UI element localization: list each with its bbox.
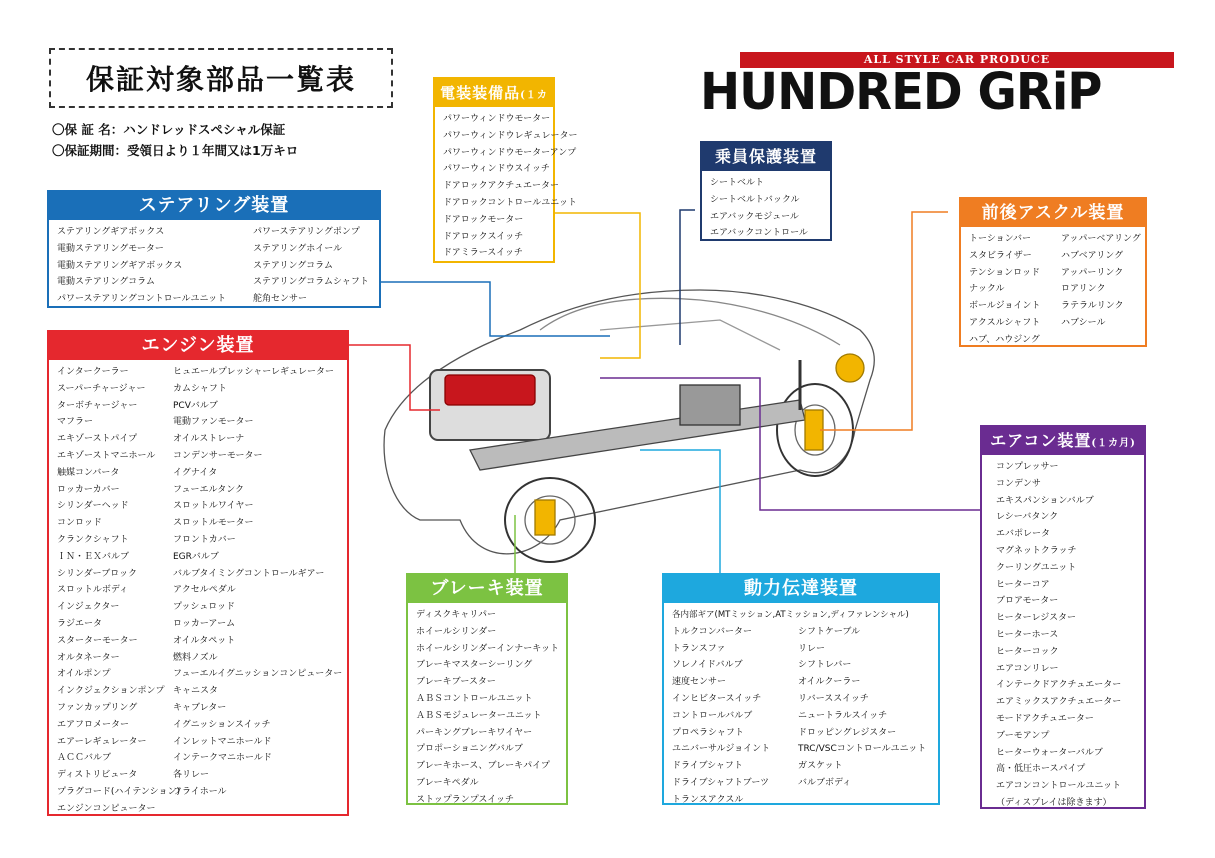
brake-list — [416, 607, 559, 809]
aircon-title-text: エアコン装置 — [990, 431, 1092, 450]
list-item: ステアリングギアボックス — [57, 227, 165, 237]
occupant-connector — [680, 210, 695, 345]
steering-col2 — [253, 224, 369, 308]
list-item: ストップランプスイッチ — [416, 794, 515, 805]
list-item: コンデンサーモーター — [173, 450, 263, 461]
list-item: エンジンコンピューター — [57, 803, 156, 814]
list-item: ディストリビュータ — [57, 770, 138, 781]
list-item: エアーレギュレーター — [57, 736, 147, 747]
list-item: パワーウィンドウモーター — [443, 114, 551, 124]
list-item: ブレーキペダル — [416, 777, 479, 788]
warranty-name: 〇保 証 名：ハンドレッドスペシャル保証 — [52, 122, 286, 137]
list-item: キャニスタ — [173, 686, 219, 697]
list-item: リバーススイッチ — [798, 693, 869, 704]
list-item: ＡＢＳコントロールユニット — [416, 693, 533, 704]
list-item: 高・低圧ホースパイプ — [996, 764, 1086, 775]
list-item: 触媒コンバータ — [57, 467, 120, 478]
brake-panel — [406, 573, 568, 805]
list-item: TRC/VSCコントロールユニット — [798, 744, 927, 755]
list-item: インレットマニホールド — [173, 736, 272, 747]
list-item: ブレーキマスターシーリング — [416, 660, 533, 671]
list-item: ユニバーサルジョイント — [672, 744, 771, 755]
list-item: ディスクキャリパー — [416, 610, 497, 620]
list-item: ドアロックアクチュエーター — [443, 181, 560, 192]
list-item: ＩＮ・ＥＸバルブ — [57, 551, 130, 562]
list-item: トーションバー — [969, 234, 1032, 244]
brake-title: ブレーキ装置 — [408, 575, 566, 603]
list-item: インテークドアクチュエーター — [996, 680, 1122, 691]
list-item: バルブボディ — [798, 777, 852, 788]
list-item: コンプレッサー — [996, 462, 1059, 472]
list-item: ホイールシリンダーインナーキット — [416, 643, 560, 654]
list-item: ドアロックコントロールユニット — [443, 197, 577, 208]
list-item: ヒーターレジスター — [996, 613, 1076, 624]
list-item: 燃料ノズル — [173, 652, 218, 663]
list-item: 電動ステアリングギアボックス — [57, 260, 183, 271]
axle-title: 前後アスクル装置 — [961, 199, 1145, 227]
engine-col1 — [57, 364, 180, 818]
engine-col2 — [173, 364, 342, 818]
list-item: エバポレータ — [996, 529, 1051, 540]
list-item: オイルストレーナ — [173, 434, 245, 445]
list-item: ニュートラルスイッチ — [798, 710, 888, 721]
list-item: プロポーショニングバルブ — [416, 744, 523, 755]
list-item: ナックル — [969, 284, 1005, 295]
list-item: フロントカバー — [173, 534, 236, 545]
electrical-title-suffix: (１カ月) — [485, 90, 548, 132]
engine-panel — [47, 330, 349, 816]
list-item: 各リレー — [173, 770, 210, 781]
electrical-title-text: 電装装備品 — [440, 84, 521, 102]
list-item: インジェクター — [57, 602, 120, 613]
list-item: アッパーベアリング — [1061, 234, 1141, 244]
list-item: コンロッド — [57, 518, 102, 529]
steering-title: ステアリング装置 — [49, 192, 379, 220]
list-item: インヒビタースイッチ — [672, 693, 762, 704]
list-item: ブレーキホース、ブレーキパイプ — [416, 761, 550, 772]
occupant-panel — [700, 141, 832, 241]
axle-panel — [959, 197, 1147, 347]
page-title-box — [49, 48, 393, 108]
list-item: エキスパンションバルブ — [996, 495, 1094, 506]
list-item: ホイールシリンダー — [416, 626, 497, 637]
electrical-panel — [433, 77, 578, 263]
list-item: キャブレター — [173, 702, 227, 713]
aircon-connector — [600, 378, 980, 510]
list-item: ロッカーカバー — [57, 484, 120, 495]
list-item: シフトレバー — [798, 660, 852, 671]
list-item: プッシュロッド — [173, 602, 236, 613]
list-item: インテークマニホールド — [173, 753, 272, 764]
list-item: ドライブシャフト — [672, 761, 743, 772]
aircon-panel — [980, 425, 1146, 809]
list-item: ラテラルリンク — [1061, 301, 1124, 312]
logo-banner: ALL STYLE CAR PRODUCE — [740, 52, 1174, 68]
list-item: ＡＣＣバルブ — [57, 753, 112, 764]
list-item: パワーウィンドウモーターアンプ — [443, 147, 577, 158]
list-item: バルブタイミングコントロールギアー — [173, 568, 325, 579]
list-item: ヒーターコック — [996, 646, 1059, 657]
list-item: エキゾーストパイプ — [57, 434, 138, 445]
list-item: エアバックコントロール — [710, 228, 808, 239]
list-item: アッパーリンク — [1061, 267, 1124, 278]
list-item: ステアリングコラムシャフト — [253, 277, 369, 288]
aircon-title-suffix: (１カ月) — [1091, 438, 1136, 449]
list-item: モードアクチュエーター — [996, 713, 1094, 724]
list-item: ハブベアリング — [1061, 250, 1124, 261]
list-item: アクセルペダル — [173, 585, 236, 596]
list-item: EGRバルブ — [173, 551, 219, 562]
list-item: パワーウィンドウスイッチ — [443, 164, 550, 175]
list-item: 舵角センサー — [253, 294, 308, 305]
list-item: インクジェクションポンプ — [57, 686, 165, 697]
list-item: エアコンリレー — [996, 663, 1059, 674]
list-item: エキゾーストマニホール — [57, 450, 156, 461]
list-item: パワーウィンドウレギュレーター — [443, 130, 578, 141]
list-item: ＡＢＳモジュレーターユニット — [416, 710, 542, 721]
list-item: レシーバタンク — [996, 512, 1059, 523]
list-item: シリンダーブロック — [57, 568, 138, 579]
list-item: ロアリンク — [1061, 284, 1106, 295]
list-item: ステアリングホイール — [253, 243, 343, 254]
list-item: フューエルイグニッションコンピューター — [173, 669, 343, 680]
list-item: （ディスプレイは除きます） — [996, 797, 1112, 808]
list-item: 電動ステアリングモーター — [57, 243, 164, 254]
car-illustration — [384, 290, 874, 562]
drivetrain-title: 動力伝達装置 — [664, 575, 938, 603]
list-item: イグナイタ — [173, 467, 218, 478]
engine-connector — [349, 345, 440, 410]
list-item: ラジエータ — [57, 618, 103, 629]
list-item: フューエルタンク — [173, 484, 245, 495]
list-item: ハブシール — [1061, 317, 1106, 328]
list-item: スーパーチャージャー — [57, 383, 146, 394]
list-item: ハブ、ハウジング — [969, 334, 1040, 345]
page-title: 保証対象部品一覧表 — [85, 63, 356, 96]
list-item: コントロールバルブ — [672, 710, 753, 721]
list-item: スロットルワイヤー — [173, 501, 254, 512]
axle-col2 — [1061, 231, 1141, 349]
list-item: ヒーターホース — [996, 629, 1059, 640]
list-item: パーキングブレーキワイヤー — [416, 727, 533, 738]
list-item: エアバックモジュール — [710, 211, 799, 222]
list-item: エアコンコントロールユニット — [996, 781, 1122, 792]
axle-col1 — [969, 231, 1061, 349]
list-item: ターボチャージャー — [57, 400, 138, 411]
list-item: プロペラシャフト — [672, 727, 744, 738]
engine-title: エンジン装置 — [49, 332, 347, 360]
list-item: ガスケット — [798, 761, 843, 772]
list-item: ステアリングコラム — [253, 260, 334, 271]
drivetrain-connector — [640, 450, 720, 573]
list-item: 速度センサー — [672, 677, 727, 688]
list-item: クーリングユニット — [996, 562, 1077, 573]
list-item: ブロアモーター — [996, 596, 1059, 607]
list-item: シフトケーブル — [798, 626, 861, 637]
drivetrain-col2 — [798, 624, 926, 809]
list-item: リレー — [798, 643, 826, 654]
list-item: ドアミラースイッチ — [443, 248, 523, 259]
list-item: コンデンサ — [996, 478, 1041, 489]
aircon-list — [996, 459, 1121, 812]
list-item: マグネットクラッチ — [996, 545, 1077, 556]
list-item: シートベルト — [710, 178, 765, 188]
list-item: トランスアクスル — [672, 794, 744, 805]
steering-panel — [47, 190, 381, 308]
list-item: ボールジョイント — [969, 301, 1041, 312]
logo-name: HUNDRED GRiP — [700, 62, 1102, 122]
brand-logo — [700, 52, 1178, 122]
list-item: ドライブシャフトブーツ — [672, 777, 770, 788]
axle-connector — [820, 212, 948, 430]
list-item: パワーステアリングコントロールユニット — [57, 294, 227, 305]
list-item: オルタネーター — [57, 652, 120, 663]
list-item: プラグコード(ハイテンション) — [57, 786, 180, 797]
list-item: フライホール — [173, 786, 227, 797]
list-item: トルクコンバーター — [672, 626, 753, 637]
list-item: ドアロックモーター — [443, 214, 524, 225]
list-item: マフラー — [57, 417, 94, 428]
drivetrain-first-item: 各内部ギア(MTミッション,ATミッション,ディファレンシャル) — [672, 610, 909, 620]
drivetrain-panel — [662, 573, 940, 805]
list-item: ソレノイドバルブ — [672, 660, 743, 671]
occupant-title: 乗員保護装置 — [702, 143, 830, 171]
list-item: 電動ファンモーター — [173, 417, 254, 428]
list-item: オイルポンプ — [57, 669, 111, 680]
list-item: ブレーキブースター — [416, 677, 496, 688]
list-item: パワーステアリングポンプ — [253, 227, 360, 237]
list-item: エアミックスアクチュエーター — [996, 697, 1122, 708]
list-item: イグニッションスイッチ — [173, 719, 271, 730]
list-item: スロットルボディ — [57, 585, 129, 596]
list-item: ブーモアンプ — [996, 730, 1050, 741]
list-item: スロットルモーター — [173, 518, 254, 529]
list-item: オイルタペット — [173, 635, 236, 646]
list-item: エアフロメーター — [57, 719, 130, 730]
list-item: ヒュエールプレッシャーレギュレーター — [173, 367, 335, 377]
list-item: ロッカーアーム — [173, 618, 236, 629]
list-item: シリンダーヘッド — [57, 501, 129, 512]
list-item: PCVバルブ — [173, 400, 218, 411]
drivetrain-col1 — [672, 624, 798, 809]
list-item: ドアロックスイッチ — [443, 231, 524, 242]
list-item: スターターモーター — [57, 635, 138, 646]
list-item: クランクシャフト — [57, 534, 129, 545]
list-item: テンションロッド — [969, 267, 1040, 278]
list-item: アクスルシャフト — [969, 317, 1041, 328]
electrical-list — [443, 111, 577, 262]
aircon-title — [982, 427, 1144, 455]
occupant-list — [710, 175, 808, 242]
list-item: オイルクーラー — [798, 677, 861, 688]
list-item: ヒーターウォーターバルブ — [996, 747, 1103, 758]
list-item: ファンカップリング — [57, 702, 138, 713]
list-item: ヒーターコア — [996, 579, 1050, 590]
list-item: ドロッピングレジスター — [798, 727, 897, 738]
list-item: インタークーラー — [57, 367, 129, 377]
list-item: シートベルトバックル — [710, 194, 800, 205]
list-item: カムシャフト — [173, 383, 227, 394]
list-item: 電動ステアリングコラム — [57, 277, 156, 288]
steering-connector — [381, 282, 610, 336]
warranty-period: 〇保証期間：受領日より１年間又は1万キロ — [52, 143, 299, 158]
list-item: スタビライザー — [969, 250, 1032, 261]
steering-col1 — [57, 224, 253, 308]
list-item: トランスファ — [672, 643, 726, 654]
